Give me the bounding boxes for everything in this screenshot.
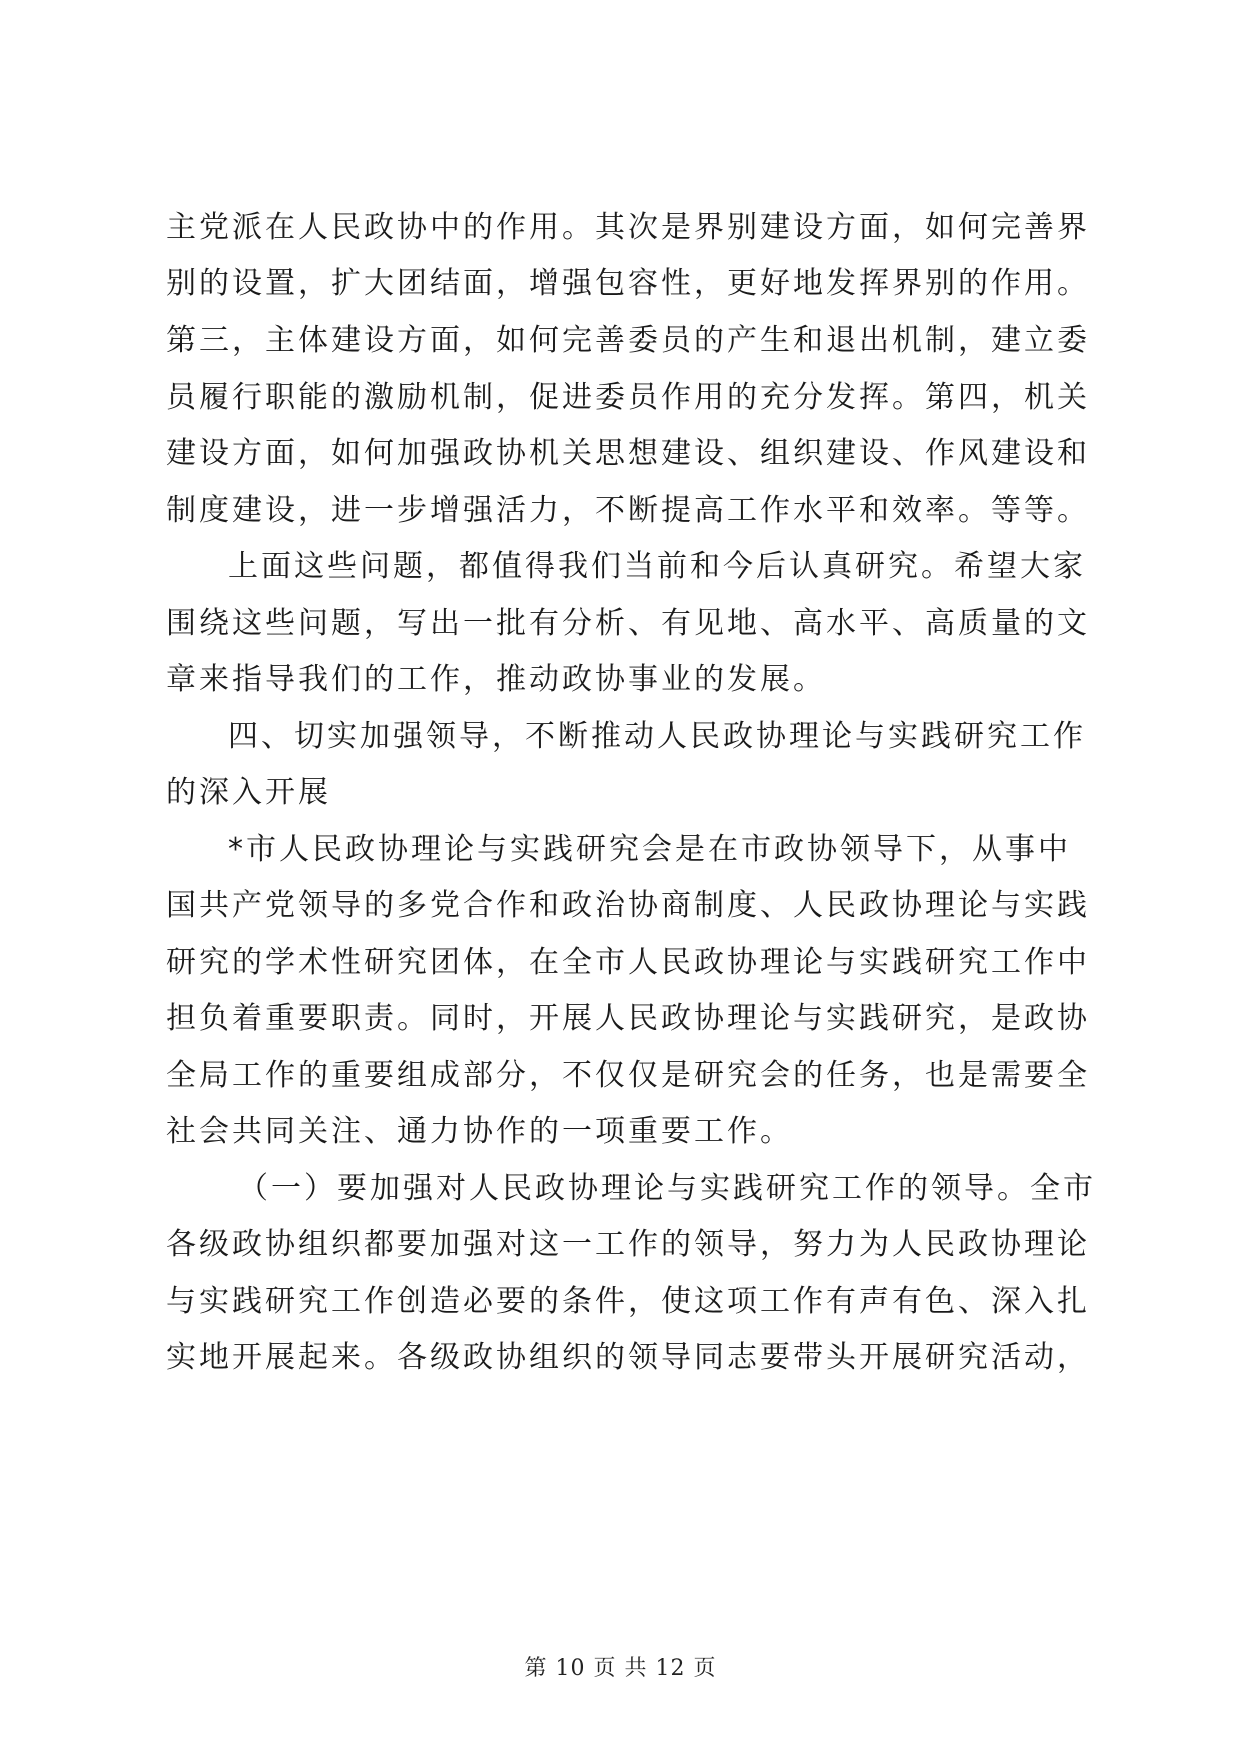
section-heading-line-2: 的深入开展 bbox=[166, 775, 331, 810]
paragraph-2-line-1: 上面这些问题，都值得我们当前和今后认真研究。希望大家 bbox=[228, 549, 1086, 584]
paragraph-2-line-2: 围绕这些问题，写出一批有分析、有见地、高水平、高质量的文 bbox=[166, 606, 1090, 641]
paragraph-1-line-3: 第三，主体建设方面，如何完善委员的产生和退出机制，建立委 bbox=[166, 323, 1090, 358]
paragraph-1-line-5: 建设方面，如何加强政协机关思想建设、组织建设、作风建设和 bbox=[166, 436, 1090, 471]
paragraph-5-line-4: 实地开展起来。各级政协组织的领导同志要带头开展研究活动， bbox=[166, 1340, 1090, 1375]
paragraph-4-line-2: 国共产党领导的多党合作和政治协商制度、人民政协理论与实践 bbox=[166, 888, 1090, 923]
paragraph-4-line-6: 社会共同关注、通力协作的一项重要工作。 bbox=[166, 1114, 793, 1149]
paragraph-4-line-1: *市人民政协理论与实践研究会是在市政协领导下，从事中 bbox=[228, 832, 1071, 867]
paragraph-1-line-2: 别的设置，扩大团结面，增强包容性，更好地发挥界别的作用。 bbox=[166, 266, 1090, 301]
paragraph-1-line-1: 主党派在人民政协中的作用。其次是界别建设方面，如何完善界 bbox=[166, 210, 1090, 245]
paragraph-2-line-3: 章来指导我们的工作，推动政协事业的发展。 bbox=[166, 662, 826, 697]
paragraph-1-line-6: 制度建设，进一步增强活力，不断提高工作水平和效率。等等。 bbox=[166, 493, 1090, 528]
paragraph-5-line-3: 与实践研究工作创造必要的条件，使这项工作有声有色、深入扎 bbox=[166, 1284, 1090, 1319]
paragraph-4-line-4: 担负着重要职责。同时，开展人民政协理论与实践研究，是政协 bbox=[166, 1001, 1090, 1036]
paragraph-5-line-2: 各级政协组织都要加强对这一工作的领导，努力为人民政协理论 bbox=[166, 1227, 1090, 1262]
paragraph-4-line-3: 研究的学术性研究团体，在全市人民政协理论与实践研究工作中 bbox=[166, 945, 1090, 980]
page-number-footer: 第 10 页 共 12 页 bbox=[524, 1656, 717, 1681]
paragraph-1-line-4: 员履行职能的激励机制，促进委员作用的充分发挥。第四，机关 bbox=[166, 380, 1090, 415]
paragraph-4-line-5: 全局工作的重要组成部分，不仅仅是研究会的任务，也是需要全 bbox=[166, 1058, 1090, 1093]
section-heading-line-1: 四、切实加强领导，不断推动人民政协理论与实践研究工作 bbox=[228, 719, 1086, 754]
paragraph-5-line-1: （一）要加强对人民政协理论与实践研究工作的领导。全市 bbox=[238, 1171, 1096, 1206]
